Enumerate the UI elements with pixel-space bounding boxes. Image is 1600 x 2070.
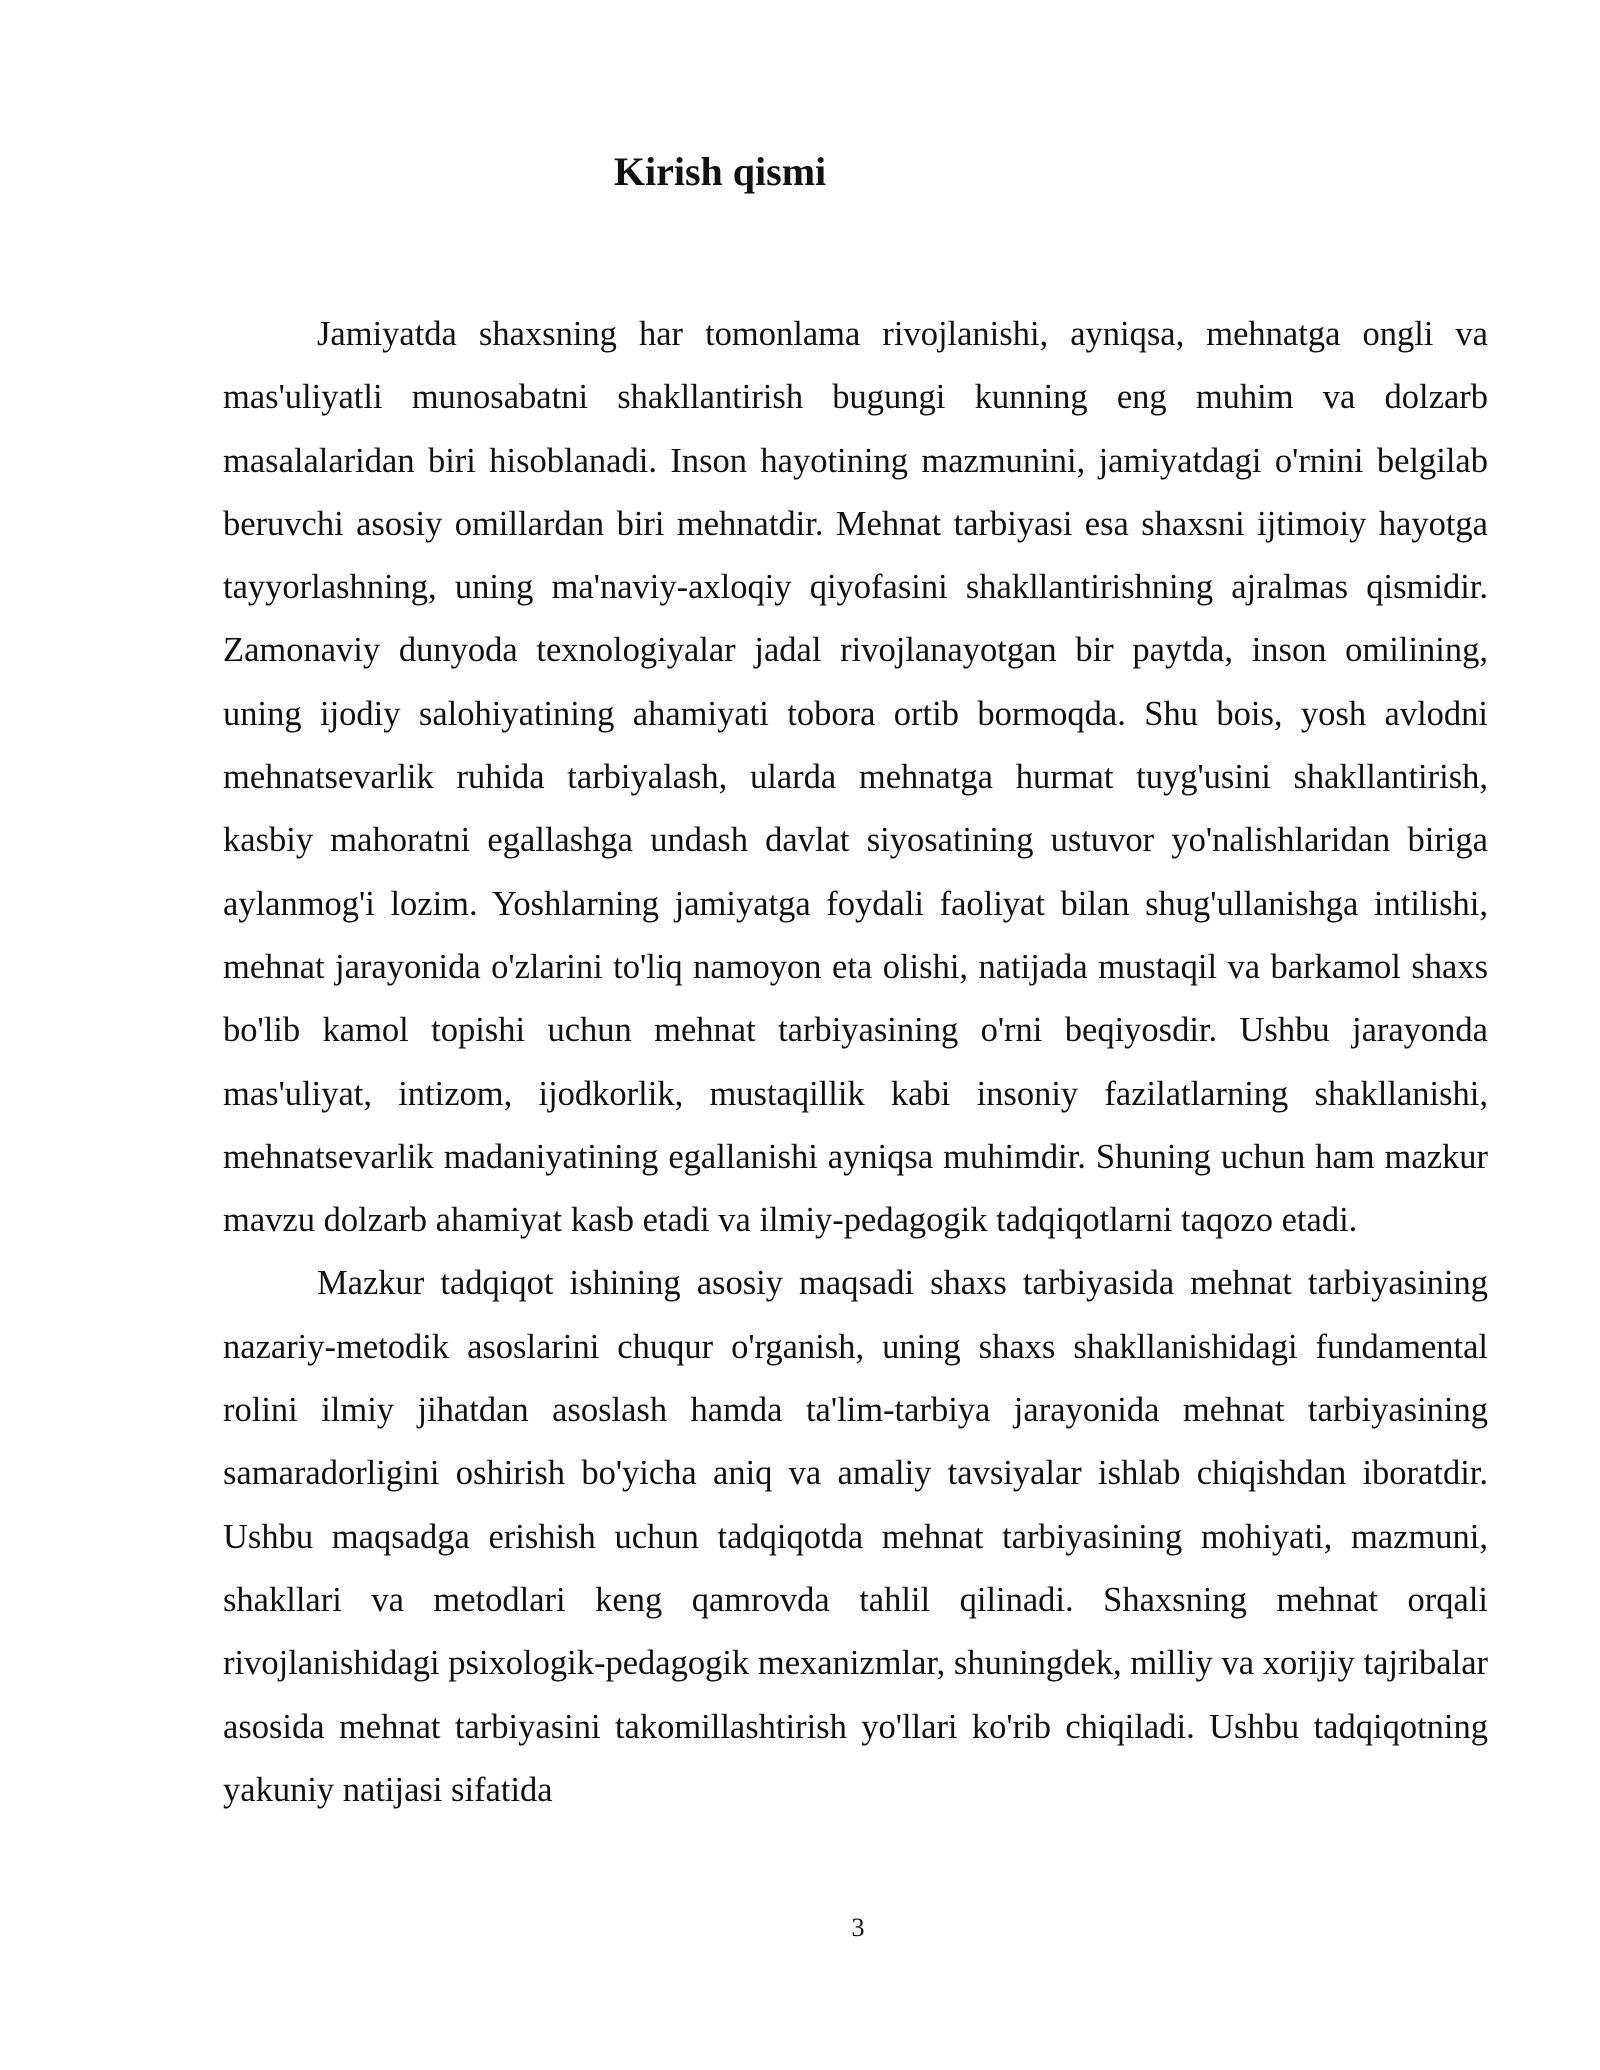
page-title: Kirish qismi (613, 149, 827, 194)
paragraph-purpose: Mazkur tadqiqot ishining asosiy maqsadi shaxs tarbiyasida mehnat tarbiyasining nazariy-metodik asoslarini chuqur o'rganish, uning shaxs shakllanishidagi fundamental rolini ilmiy jihatdan asoslash hamda ta'lim-tarbiya jarayonida mehnat tarbiyasining samaradorligini oshirish bo'yicha aniq va amaliy tavsiyalar ishlab chiqishdan iboratdir. Ushbu maqsadga erishish uchun tadqiqotda mehnat tarbiyasining mohiyati, mazmuni, shakllari va metodlari keng qamrovda tahlil qilinadi. Shaxsning mehnat orqali rivojlanishidagi psixologik-pedagogik mexanizmlar, shuningdek, milliy va xorijiy tajribalar asosida mehnat tarbiyasini takomillashtirish yo'llari ko'rib chiqiladi. Ushbu tadqiqotning yakuniy natijasi sifatida (223, 1264, 1488, 1809)
body-text (223, 303, 1488, 1822)
paragraph-intro: Jamiyatda shaxsning har tomonlama rivojlanishi, ayniqsa, mehnatga ongli va mas'uliyatli munosabatni shakllantirish bugungi kunning eng muhim va dolzarb masalalaridan biri hisoblanadi. Inson hayotining mazmunini, jamiyatdagi o'rnini belgilab beruvchi asosiy omillardan biri mehnatdir. Mehnat tarbiyasi esa shaxsni ijtimoiy hayotga tayyorlashning, uning ma'naviy-axloqiy qiyofasini shakllantirishning ajralmas qismidir. Zamonaviy dunyoda texnologiyalar jadal rivojlanayotgan bir paytda, inson omilining, uning ijodiy salohiyatining ahamiyati tobora ortib bormoqda. Shu bois, yosh avlodni mehnatsevarlik ruhida tarbiyalash, ularda mehnatga hurmat tuyg'usini shakllantirish, kasbiy mahoratni egallashga undash davlat siyosatining ustuvor yo'nalishlaridan biriga aylanmog'i lozim. Yoshlarning jamiyatga foydali faoliyat bilan shug'ullanishga intilishi, mehnat jarayonida o'zlarini to'liq namoyon eta olishi, natijada mustaqil va barkamol shaxs bo'lib kamol topishi uchun mehnat tarbiyasining o'rni beqiyosdir. Ushbu jarayonda mas'uliyat, intizom, ijodkorlik, mustaqillik kabi insoniy fazilatlarning shakllanishi, mehnatsevarlik madaniyatining egallanishi ayniqsa muhimdir. Shuning uchun ham mazkur mavzu dolzarb ahamiyat kasb etadi va ilmiy-pedagogik tadqiqotlarni taqozo etadi. (223, 315, 1488, 1240)
page-number: 3 (851, 1913, 865, 1942)
